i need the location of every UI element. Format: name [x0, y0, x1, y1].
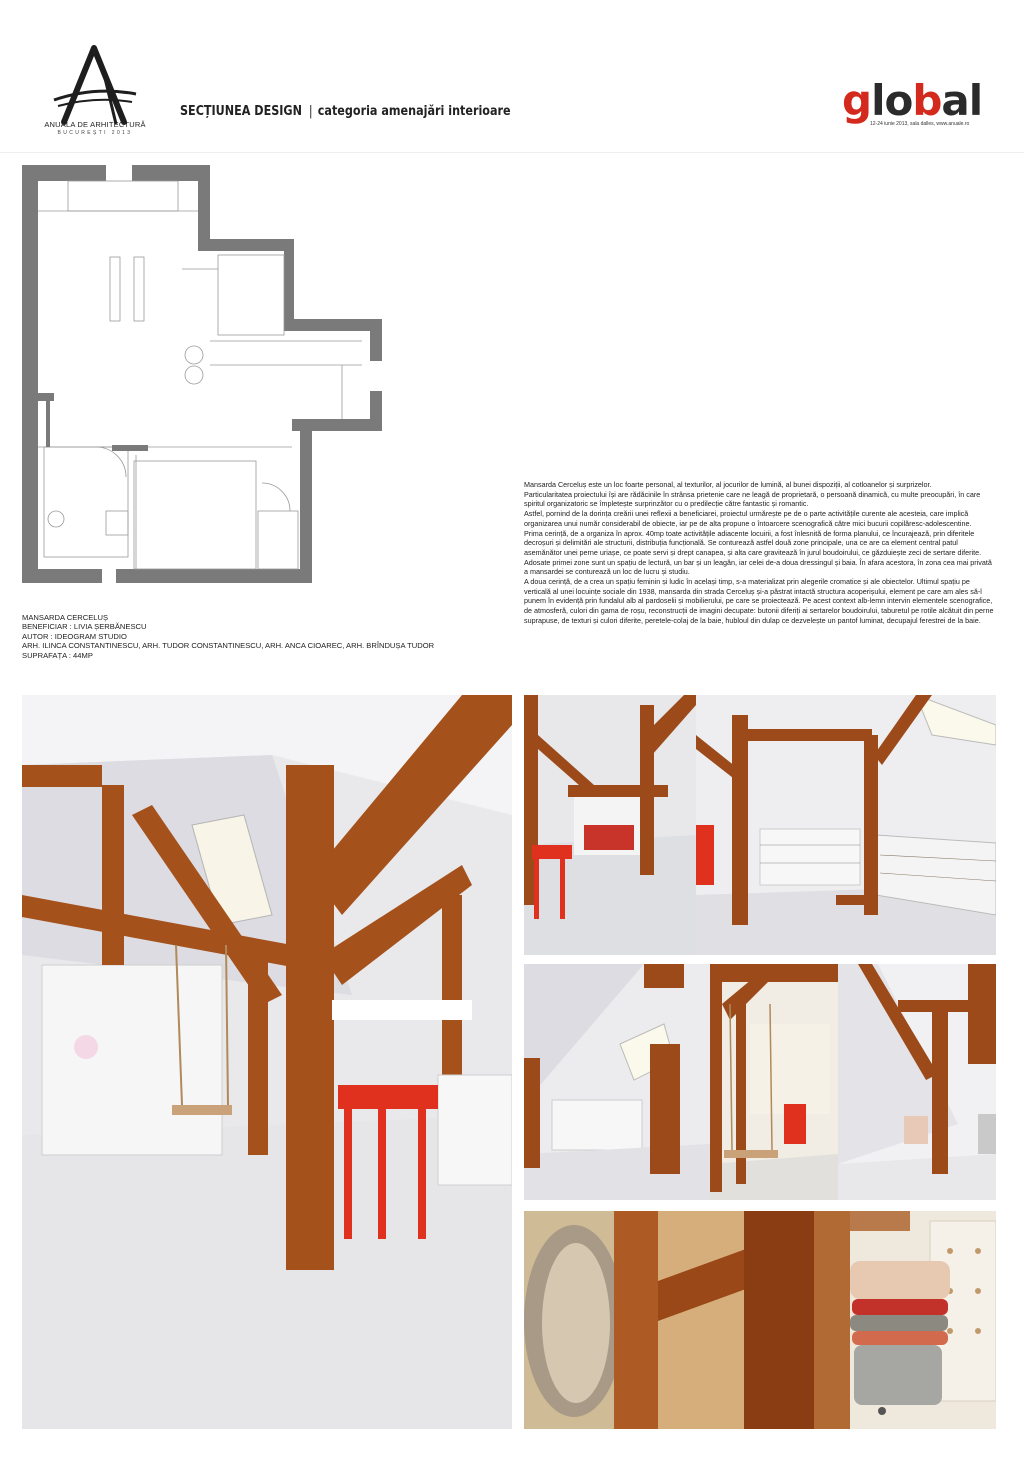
- section-title: SECȚIUNEA DESIGN: [180, 104, 302, 119]
- project-description: [524, 480, 996, 626]
- architects: ARH. ILINCA CONSTANTINESCU, ARH. TUDOR CONSTANTINESCU, ARH. ANCA CIOAREC, ARH. BRÎNDUȘA TUDOR: [22, 641, 435, 651]
- description-paragraph: Astfel, pornind de la dorința creării unei reflexii a beneficiarei, proiectul urmărește pe de o parte activitățile curente ale acesteia, care implică organizarea unui număr considerabil de obiecte, iar pe de alta propune o întoarcere scenografică către mici bucurii copilăresc-adolescentine.: [524, 509, 972, 528]
- global-logo-b: b: [912, 76, 942, 125]
- header-divider: [0, 152, 1024, 153]
- project-name: MANSARDA CERCELUȘ: [22, 613, 109, 622]
- dressing-area-photo: [838, 964, 996, 1200]
- category-title: categoria amenajări interioare: [317, 104, 511, 119]
- logo-name: ANUALA DE ARHITECTURĂ: [44, 120, 146, 129]
- description-paragraph: Prima cerință, de a organiza în aprox. 40mp toate activitățile adiacente locuirii, a fost înlesnită de forma planului, ce încurajează, prin diferitele decroșuri și delimitări ale structurii, distribuția funcțională. Se conturează astfel două zone principale, una ce are ca element central patul asemănător unei perne uriașe, ce poate servi și drept canapea, și alta care gravitează în jurul boudoirului, ce găzduiește zeci de sertare diferite. Adosate primei zone sunt un spațiu de lectură, un bar și un leagăn, iar celei de-a doua dressingul și baia. În afara acestora, în zona cea mai privată a mansardei se conturează un loc de lucru și studiu.: [524, 528, 992, 577]
- library-shelves-photo: [696, 695, 996, 955]
- swing-photo: [710, 964, 838, 1200]
- author: AUTOR : IDEOGRAM STUDIO: [22, 631, 127, 641]
- logo-subtitle: BUCUREȘTI 2013: [57, 130, 133, 136]
- beneficiary: BENEFICIAR : LIVIA ȘERBĂNESCU: [22, 622, 147, 632]
- description-paragraph: Mansarda Cerceluș este un loc foarte personal, al texturilor, al jocurilor de lumină, al bunei dispoziții, al cotloanelor și surprizelor.: [524, 480, 932, 489]
- global-logo-g: g: [842, 76, 872, 125]
- global-logo-lo: lo: [871, 76, 913, 125]
- project-credits: [22, 613, 434, 660]
- area: SUPRAFAȚA : 44MP: [22, 650, 93, 660]
- description-paragraph: Particularitatea proiectului își are rădăcinile în strânsa prietenie care ne leagă de proprietară, o persoană dinamică, cu multe preocupări, în care spiritul organizatoric se împletește surprinzător cu o predilecție către fantastic și romantic.: [524, 489, 981, 509]
- skylight-nook-photo: [524, 964, 710, 1200]
- section-heading: [180, 104, 511, 119]
- bedroom-corridor-photo: [524, 695, 696, 955]
- lamp-detail-photo: [524, 1211, 658, 1429]
- floor-plan-drawing: [22, 165, 384, 583]
- main-attic-photo: [22, 695, 512, 1429]
- section-separator: |: [308, 104, 313, 119]
- global-caption: 12-24 iunie 2013, sala dalles, www.anuale.ro: [870, 121, 970, 127]
- description-paragraph: A doua cerință, de a crea un spațiu feminin și ludic în același timp, s-a materializat prin alegerile cromatice și ale obiectelor. Ultimul spațiu pe verticală al unei locuințe sociale din 1938, mansarda din strada Cerceluș și-a păstrat intactă structura acoperișului, element pe care am ales să-l punem în evidență prin fundalul alb al pardoselii și mobilierului, pe care se proiectează. Pe acest context alb-lemn intervin elementele scenografice, de atmosferă, culori din gama de roșu, reconstrucții de imagini decupate: butonii diferiți ai sertarelor boudoirului, taburetul pe rotile alcătuit din perne suprapuse, de texturi și culori diferite, peretele-colaj de la baie, hubloul din dulap ce dezvelește un pantof luminat, decupajul ferestrei de la baie.: [524, 577, 994, 625]
- global-logo-al: al: [941, 76, 983, 125]
- cushion-stool-detail-photo: [850, 1211, 996, 1429]
- wood-beam-detail-photo: [658, 1211, 850, 1429]
